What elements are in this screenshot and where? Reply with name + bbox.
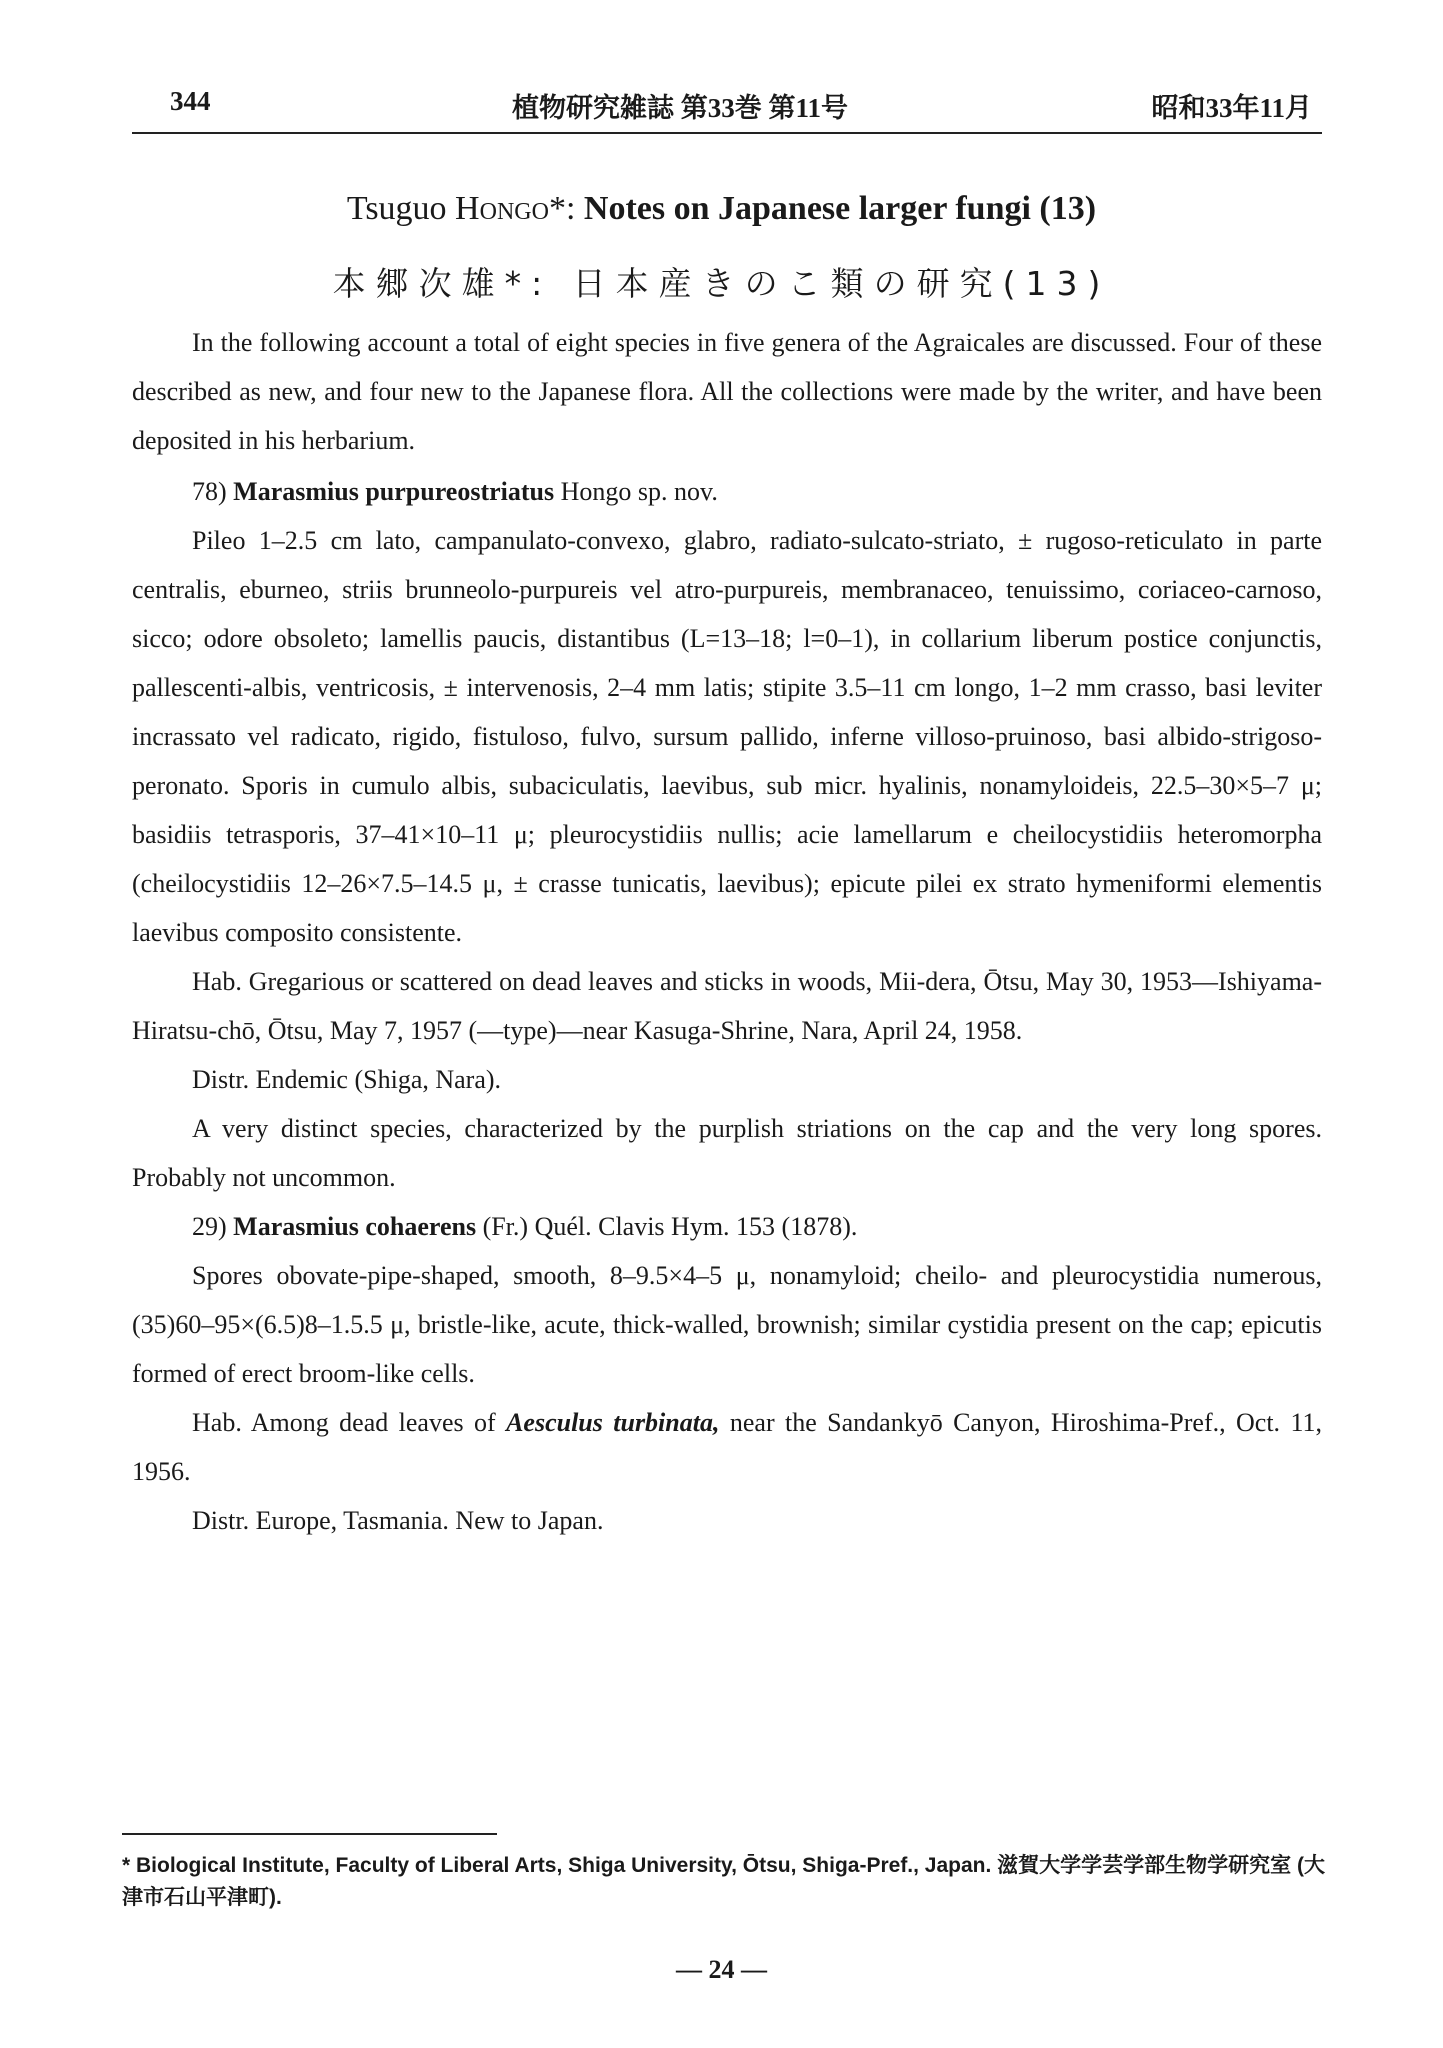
issue-date: 昭和33年11月 <box>1151 93 1312 123</box>
species-habitat-2: Hab. Among dead leaves of Aesculus turbinata, near the Sandankyō Canyon, Hiroshima-Pref., Oct. 11, 1956. <box>132 1408 1322 1486</box>
species-habitat-1: Hab. Gregarious or scattered on dead leaves and sticks in woods, Mii-dera, Ōtsu, May 30, 1953—Ishiyama-Hiratsu-chō, Ōtsu, May 7, 1957 (—type)—near Kasuga-Shrine, Nara, April 24, 1958. <box>132 967 1322 1045</box>
species-heading-2: 29) Marasmius cohaerens (Fr.) Quél. Clavis Hym. 153 (1878). <box>192 1212 858 1241</box>
page-footer: — 24 — <box>676 1955 767 1984</box>
host-plant-name: Aesculus turbinata, <box>506 1408 720 1437</box>
author-name: Tsuguo Hongo*: <box>346 190 576 227</box>
title-text: Notes on Japanese larger fungi (13) <box>583 190 1097 227</box>
species-name-2: Marasmius cohaerens <box>233 1212 477 1241</box>
footnote: * Biological Institute, Faculty of Liberal Arts, Shiga University, Ōtsu, Shiga-Pref., Japan. 滋賀大学学芸学部生物学研究室 (大津市石山平津町). <box>122 1854 1325 1909</box>
species-description-1: Pileo 1–2.5 cm lato, campanulato-convexo, glabro, radiato-sulcato-striato, ± rugoso-reticulato in parte centralis, eburneo, striis brunneolo-purpureis vel atro-purpureis, membranaceo, tenuissimo, coriaceo-carnoso, sicco; odore obsoleto; lamellis paucis, distantibus (L=13–18; l=0–1), in collarium liberum postice conjunctis, pallescenti-albis, ventricosis, ± intervenosis, 2–4 mm latis; stipite 3.5–11 cm longo, 1–2 mm crasso, basi leviter incrassato vel radicato, rigido, fistuloso, fulvo, sursum pallido, inferne villoso-pruinoso, basi albido-strigoso-peronato. Sporis in cumulo albis, subaciculatis, laevibus, sub micr. hyalinis, nonamyloideis, 22.5–30×5–7 μ; basidiis tetrasporis, 37–41×10–11 μ; pleurocystidiis nullis; acie lamellarum e cheilocystidiis heteromorpha (cheilocystidiis 12–26×7.5–14.5 μ, ± crasse tunicatis, laevibus); epicute pilei ex strato hymeniformi elementis laevibus composito consistente. <box>132 526 1322 947</box>
article-body <box>132 318 1322 1545</box>
species-remark-1: A very distinct species, characterized by the purplish striations on the cap and the very long spores. Probably not uncommon. <box>132 1114 1322 1192</box>
running-head <box>132 82 1322 126</box>
species-name-1: Marasmius purpureostriatus <box>233 477 555 506</box>
header-rule <box>132 132 1322 134</box>
species-heading-1: 78) Marasmius purpureostriatus Hongo sp. nov. <box>192 477 718 506</box>
species-distribution-2: Distr. Europe, Tasmania. New to Japan. <box>192 1506 604 1535</box>
page-number: 344 <box>170 86 211 116</box>
journal-title: 植物研究雑誌 第33巻 第11号 <box>512 93 849 123</box>
article-title-japanese: 本郷次雄*: 日本産きのこ類の研究(13) <box>332 264 1111 303</box>
species-distribution-1: Distr. Endemic (Shiga, Nara). <box>192 1065 502 1094</box>
article-title-english <box>0 190 1443 228</box>
species-description-2: Spores obovate-pipe-shaped, smooth, 8–9.5×4–5 μ, nonamyloid; cheilo- and pleurocystidia numerous, (35)60–95×(6.5)8–1.5.5 μ, bristle-like, acute, thick-walled, brownish; similar cystidia present on the cap; epicutis formed of erect broom-like cells. <box>132 1261 1322 1388</box>
footnote-rule <box>122 1833 497 1835</box>
intro-paragraph: In the following account a total of eight species in five genera of the Agraicales are discussed. Four of these described as new, and four new to the Japanese flora. All the collections were made by the writer, and have been deposited in his herbarium. <box>132 328 1322 455</box>
